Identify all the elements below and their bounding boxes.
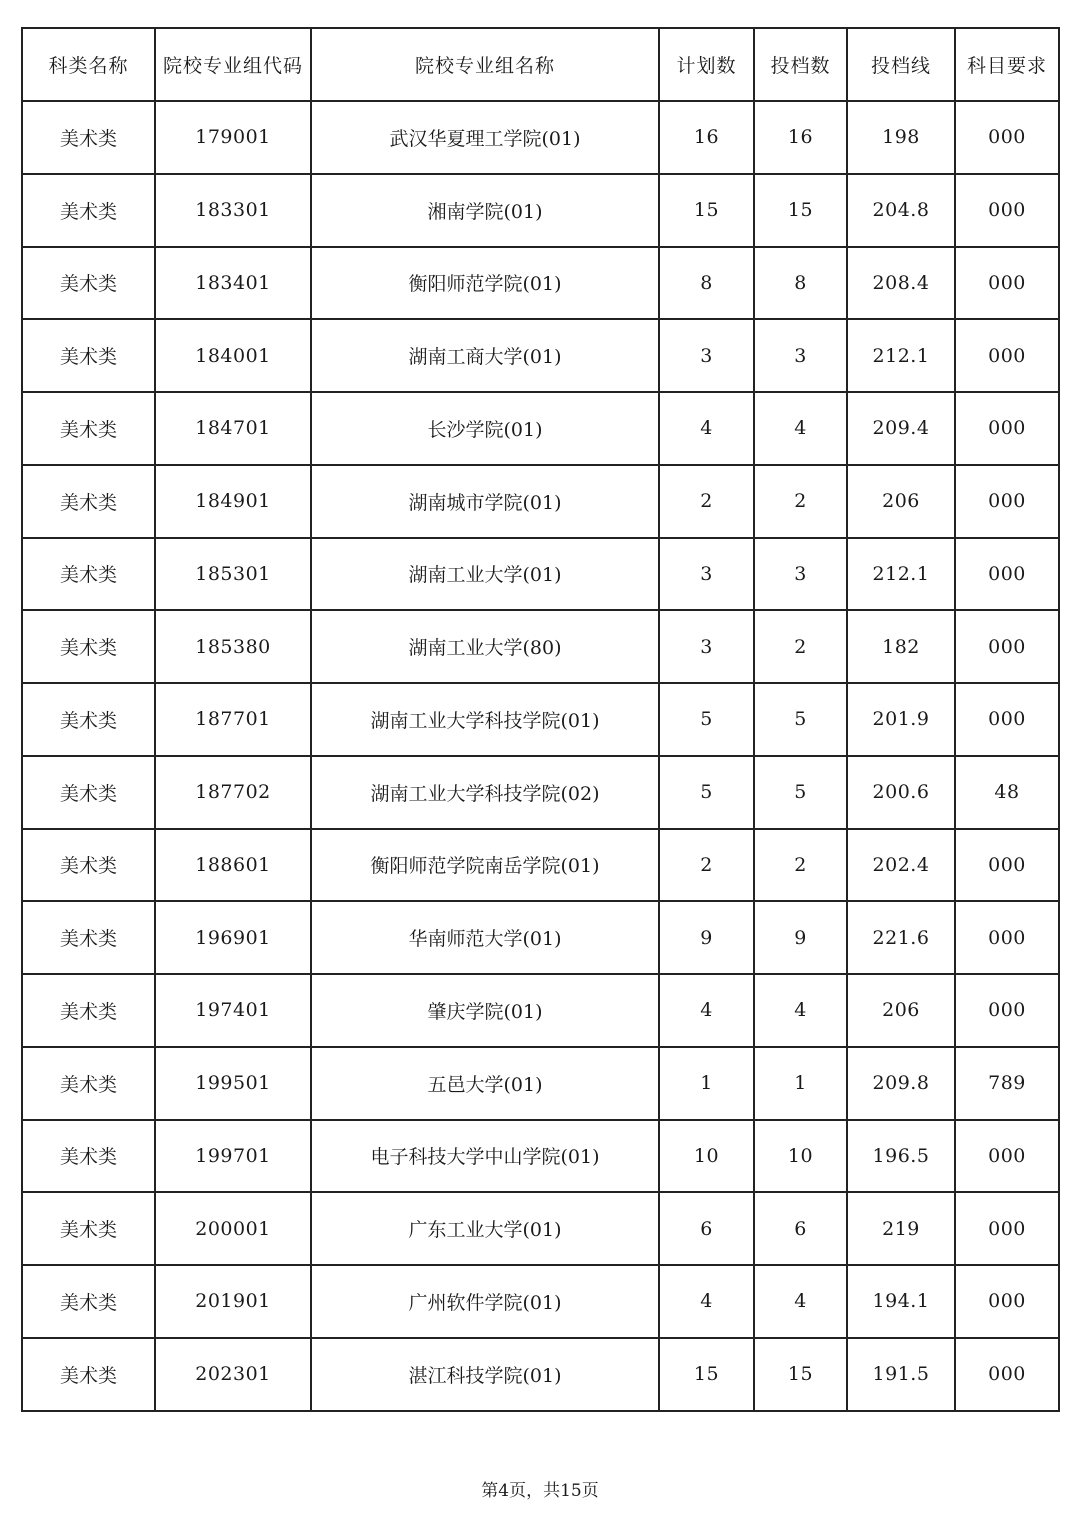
cell-subject-requirement: 48 <box>955 756 1059 829</box>
table-body <box>22 101 1059 1411</box>
table-row <box>22 1265 1059 1338</box>
cell-admitted-count: 3 <box>754 538 847 611</box>
cell-group-code: 201901 <box>155 1265 311 1338</box>
cell-group-name: 广东工业大学(01) <box>311 1192 659 1265</box>
cell-category: 美术类 <box>22 319 155 392</box>
cell-group-code: 187701 <box>155 683 311 756</box>
cell-group-name: 湖南工商大学(01) <box>311 319 659 392</box>
cell-admitted-count: 4 <box>754 1265 847 1338</box>
cell-category: 美术类 <box>22 465 155 538</box>
cell-group-code: 179001 <box>155 101 311 174</box>
table-row <box>22 174 1059 247</box>
table-row <box>22 829 1059 902</box>
cell-admitted-count: 8 <box>754 247 847 320</box>
cell-group-name: 肇庆学院(01) <box>311 974 659 1047</box>
cell-cutoff-score: 198 <box>847 101 955 174</box>
cell-plan-count: 5 <box>659 683 754 756</box>
cell-group-name: 华南师范大学(01) <box>311 901 659 974</box>
cell-group-code: 199501 <box>155 1047 311 1120</box>
table-row <box>22 1192 1059 1265</box>
cell-admitted-count: 15 <box>754 174 847 247</box>
cell-subject-requirement: 000 <box>955 465 1059 538</box>
cell-admitted-count: 6 <box>754 1192 847 1265</box>
cell-subject-requirement: 000 <box>955 1120 1059 1193</box>
cell-plan-count: 3 <box>659 610 754 683</box>
page-number: 第4页，共15页 <box>481 1481 599 1501</box>
cell-group-code: 185380 <box>155 610 311 683</box>
cell-subject-requirement: 000 <box>955 1192 1059 1265</box>
cell-plan-count: 9 <box>659 901 754 974</box>
cell-subject-requirement: 000 <box>955 1265 1059 1338</box>
cell-category: 美术类 <box>22 1265 155 1338</box>
cell-cutoff-score: 212.1 <box>847 538 955 611</box>
cell-category: 美术类 <box>22 756 155 829</box>
cell-group-name: 湖南工业大学科技学院(01) <box>311 683 659 756</box>
cell-group-code: 187702 <box>155 756 311 829</box>
cell-category: 美术类 <box>22 101 155 174</box>
cell-cutoff-score: 202.4 <box>847 829 955 902</box>
cell-plan-count: 15 <box>659 174 754 247</box>
cell-cutoff-score: 196.5 <box>847 1120 955 1193</box>
cell-category: 美术类 <box>22 1338 155 1411</box>
table-row <box>22 392 1059 465</box>
cell-plan-count: 4 <box>659 1265 754 1338</box>
cell-admitted-count: 2 <box>754 610 847 683</box>
cell-subject-requirement: 000 <box>955 392 1059 465</box>
cell-admitted-count: 5 <box>754 756 847 829</box>
cell-group-name: 衡阳师范学院(01) <box>311 247 659 320</box>
header-group-name: 院校专业组名称 <box>311 28 659 101</box>
header-cutoff-score: 投档线 <box>847 28 955 101</box>
table-row <box>22 101 1059 174</box>
table-row <box>22 465 1059 538</box>
cell-cutoff-score: 212.1 <box>847 319 955 392</box>
table-row <box>22 1120 1059 1193</box>
cell-group-code: 184701 <box>155 392 311 465</box>
cell-plan-count: 16 <box>659 101 754 174</box>
cell-cutoff-score: 208.4 <box>847 247 955 320</box>
table-row <box>22 1338 1059 1411</box>
cell-group-code: 188601 <box>155 829 311 902</box>
cell-subject-requirement: 000 <box>955 247 1059 320</box>
cell-subject-requirement: 000 <box>955 538 1059 611</box>
cell-cutoff-score: 221.6 <box>847 901 955 974</box>
cell-cutoff-score: 201.9 <box>847 683 955 756</box>
cell-group-code: 185301 <box>155 538 311 611</box>
header-admitted-count: 投档数 <box>754 28 847 101</box>
table-row <box>22 901 1059 974</box>
cell-category: 美术类 <box>22 1192 155 1265</box>
cell-group-code: 199701 <box>155 1120 311 1193</box>
cell-category: 美术类 <box>22 538 155 611</box>
cell-subject-requirement: 000 <box>955 319 1059 392</box>
cell-group-code: 184901 <box>155 465 311 538</box>
cell-subject-requirement: 789 <box>955 1047 1059 1120</box>
cell-group-name: 湘南学院(01) <box>311 174 659 247</box>
cell-plan-count: 3 <box>659 319 754 392</box>
cell-admitted-count: 10 <box>754 1120 847 1193</box>
cell-plan-count: 6 <box>659 1192 754 1265</box>
cell-subject-requirement: 000 <box>955 610 1059 683</box>
cell-group-name: 湖南工业大学(80) <box>311 610 659 683</box>
cell-category: 美术类 <box>22 974 155 1047</box>
header-category: 科类名称 <box>22 28 155 101</box>
cell-category: 美术类 <box>22 901 155 974</box>
cell-cutoff-score: 206 <box>847 974 955 1047</box>
table-row <box>22 319 1059 392</box>
cell-plan-count: 15 <box>659 1338 754 1411</box>
cell-group-name: 湛江科技学院(01) <box>311 1338 659 1411</box>
cell-category: 美术类 <box>22 247 155 320</box>
cell-subject-requirement: 000 <box>955 901 1059 974</box>
cell-subject-requirement: 000 <box>955 1338 1059 1411</box>
cell-cutoff-score: 194.1 <box>847 1265 955 1338</box>
cell-admitted-count: 15 <box>754 1338 847 1411</box>
cell-admitted-count: 1 <box>754 1047 847 1120</box>
cell-plan-count: 1 <box>659 1047 754 1120</box>
cell-cutoff-score: 204.8 <box>847 174 955 247</box>
header-plan-count: 计划数 <box>659 28 754 101</box>
cell-group-name: 湖南工业大学(01) <box>311 538 659 611</box>
cell-cutoff-score: 191.5 <box>847 1338 955 1411</box>
cell-admitted-count: 2 <box>754 465 847 538</box>
cell-group-code: 200001 <box>155 1192 311 1265</box>
cell-admitted-count: 9 <box>754 901 847 974</box>
cell-category: 美术类 <box>22 174 155 247</box>
cell-category: 美术类 <box>22 683 155 756</box>
cell-group-code: 197401 <box>155 974 311 1047</box>
cell-group-code: 183301 <box>155 174 311 247</box>
cell-category: 美术类 <box>22 1047 155 1120</box>
cell-cutoff-score: 209.4 <box>847 392 955 465</box>
table-header-row <box>22 28 1059 101</box>
cell-category: 美术类 <box>22 610 155 683</box>
cell-group-code: 196901 <box>155 901 311 974</box>
cell-plan-count: 8 <box>659 247 754 320</box>
cell-subject-requirement: 000 <box>955 174 1059 247</box>
cell-group-name: 广州软件学院(01) <box>311 1265 659 1338</box>
cell-plan-count: 3 <box>659 538 754 611</box>
cell-cutoff-score: 182 <box>847 610 955 683</box>
cell-group-name: 五邑大学(01) <box>311 1047 659 1120</box>
cell-group-code: 184001 <box>155 319 311 392</box>
header-group-code: 院校专业组代码 <box>155 28 311 101</box>
cell-group-name: 武汉华夏理工学院(01) <box>311 101 659 174</box>
cell-category: 美术类 <box>22 829 155 902</box>
cell-subject-requirement: 000 <box>955 683 1059 756</box>
table-row <box>22 1047 1059 1120</box>
cell-plan-count: 5 <box>659 756 754 829</box>
admission-score-table <box>21 27 1060 1412</box>
cell-group-name: 长沙学院(01) <box>311 392 659 465</box>
cell-plan-count: 2 <box>659 829 754 902</box>
cell-group-name: 电子科技大学中山学院(01) <box>311 1120 659 1193</box>
cell-group-name: 衡阳师范学院南岳学院(01) <box>311 829 659 902</box>
cell-plan-count: 2 <box>659 465 754 538</box>
cell-subject-requirement: 000 <box>955 974 1059 1047</box>
cell-admitted-count: 16 <box>754 101 847 174</box>
cell-category: 美术类 <box>22 392 155 465</box>
cell-group-name: 湖南城市学院(01) <box>311 465 659 538</box>
cell-admitted-count: 2 <box>754 829 847 902</box>
cell-group-name: 湖南工业大学科技学院(02) <box>311 756 659 829</box>
cell-group-code: 202301 <box>155 1338 311 1411</box>
cell-plan-count: 10 <box>659 1120 754 1193</box>
cell-admitted-count: 4 <box>754 392 847 465</box>
table-row <box>22 683 1059 756</box>
cell-subject-requirement: 000 <box>955 829 1059 902</box>
cell-admitted-count: 4 <box>754 974 847 1047</box>
cell-cutoff-score: 206 <box>847 465 955 538</box>
cell-category: 美术类 <box>22 1120 155 1193</box>
table-row <box>22 247 1059 320</box>
cell-admitted-count: 5 <box>754 683 847 756</box>
cell-plan-count: 4 <box>659 392 754 465</box>
cell-group-code: 183401 <box>155 247 311 320</box>
table-row <box>22 538 1059 611</box>
table-row <box>22 610 1059 683</box>
table-row <box>22 974 1059 1047</box>
cell-subject-requirement: 000 <box>955 101 1059 174</box>
table-row <box>22 756 1059 829</box>
admission-score-sheet <box>21 27 1058 1412</box>
cell-cutoff-score: 200.6 <box>847 756 955 829</box>
cell-admitted-count: 3 <box>754 319 847 392</box>
cell-cutoff-score: 209.8 <box>847 1047 955 1120</box>
cell-plan-count: 4 <box>659 974 754 1047</box>
header-subject-requirement: 科目要求 <box>955 28 1059 101</box>
cell-cutoff-score: 219 <box>847 1192 955 1265</box>
